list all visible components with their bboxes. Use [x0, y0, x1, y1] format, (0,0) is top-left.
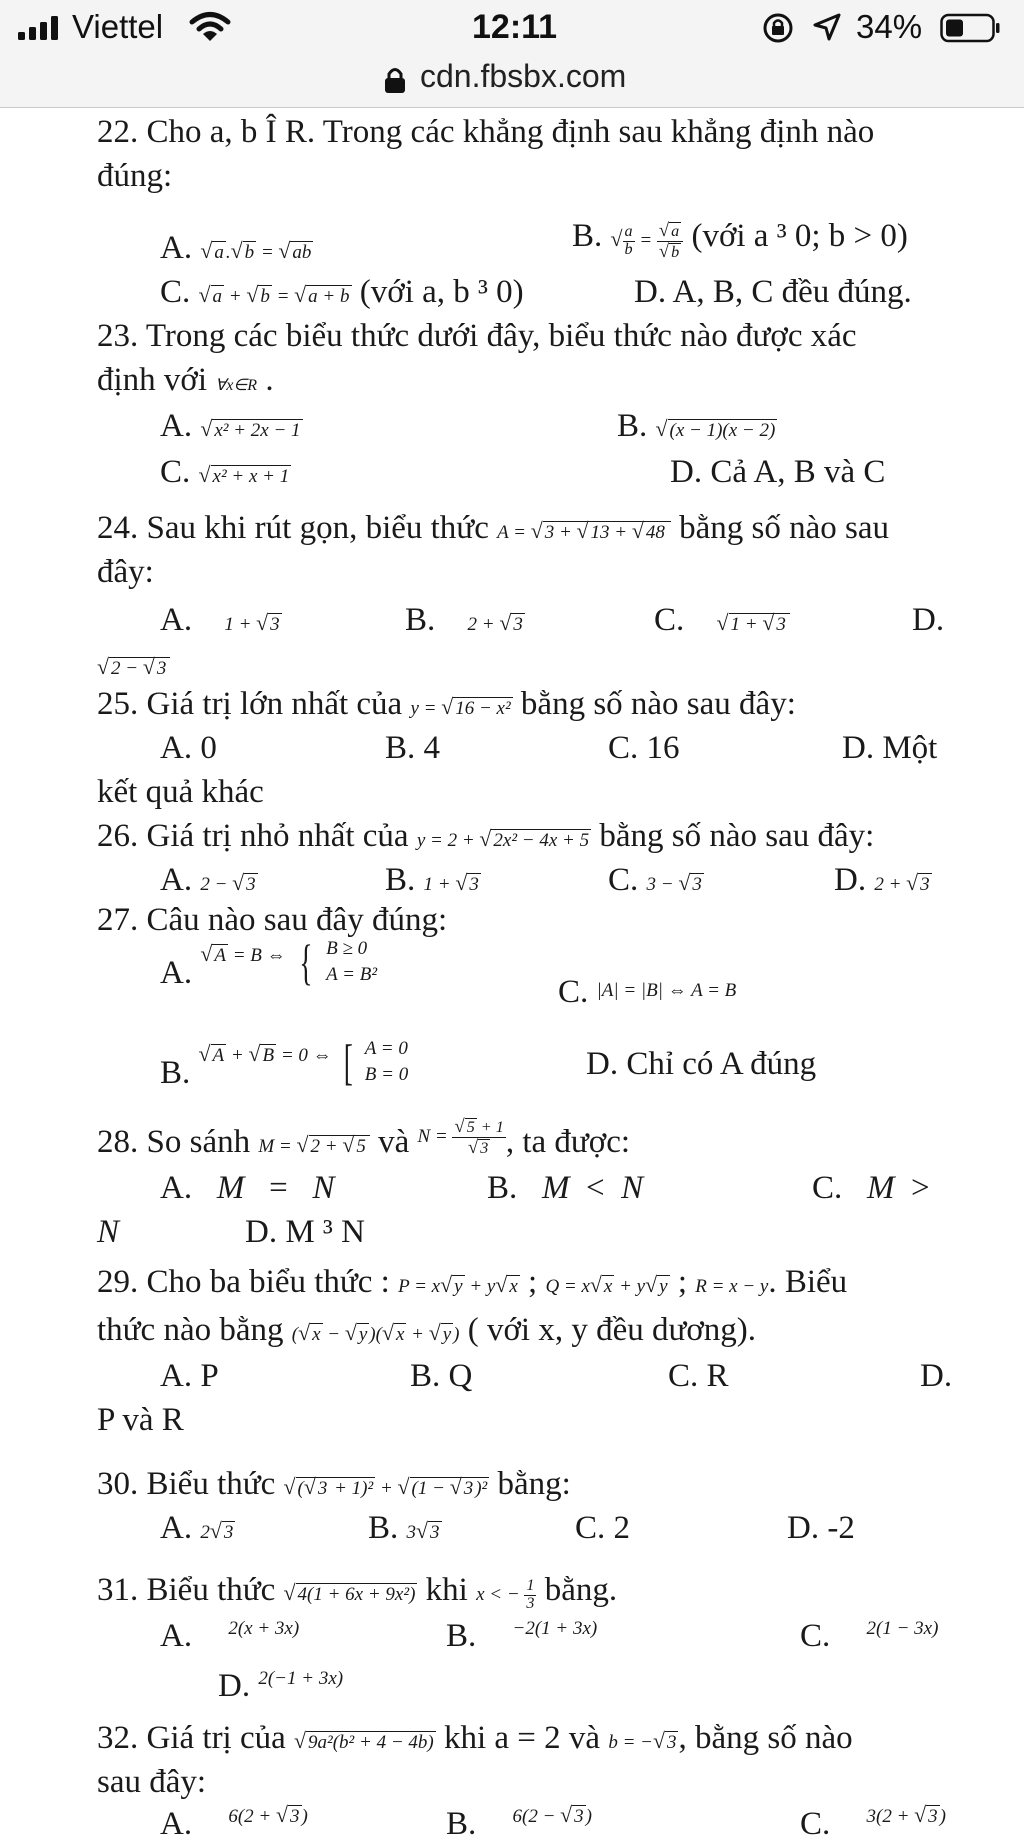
q22-option-d: D. A, B, C đều đúng.: [634, 274, 912, 310]
q24-stem-line2: đây:: [97, 554, 154, 590]
q31-option-c: C. $^{2(1 - 3x)}$: [800, 1618, 939, 1654]
q30-option-c: C. 2: [575, 1510, 631, 1546]
q27-option-c: C. |A| = |B| ⇔ A = B: [558, 974, 737, 1010]
q32-stem: 32. Giá trị của √ 9a²(b² + 4 − 4b) khi a = 2 và b = −√ 3, bằng số nào: [97, 1720, 853, 1756]
q31-option-a: A. $^{2(x + 3x)}$: [160, 1618, 300, 1654]
q24-option-c: C. √ 1 + √ 3: [654, 604, 790, 637]
q25-option-b: B. 4: [385, 730, 441, 766]
q30-option-a: A. 2√ 3: [160, 1510, 234, 1546]
q22-option-a: A. √ a .√ b = √ ab: [160, 230, 312, 266]
q25-option-a: A. 0: [160, 730, 217, 766]
q30-option-d: D. -2: [787, 1510, 855, 1546]
q26-stem: 26. Giá trị nhỏ nhất của y = 2 + √ 2x² − 4x + 5 bằng số nào sau đây:: [97, 818, 875, 854]
exam-document: [0, 108, 1024, 1842]
q23-option-d: D. Cả A, B và C: [670, 454, 886, 490]
q26-option-b: B. 1 + √ 3: [385, 862, 479, 898]
q29-stem-line2: thức nào bằng (√ x − √ y )(√ x + √ y ) ( với x, y đều dương).: [97, 1312, 757, 1348]
q32-option-b: B. $^{6(2 - √ 3 )}$: [446, 1803, 592, 1842]
q24-option-b: B. 2 + √ 3: [405, 602, 523, 638]
q23-option-c: C. √ x² + x + 1: [160, 454, 290, 490]
q25-option-d: D. Một: [842, 730, 938, 766]
url-domain[interactable]: cdn.fbsbx.com: [420, 58, 627, 94]
q28-option-b: B. M < N: [487, 1170, 644, 1206]
q29-option-d: D.: [920, 1358, 953, 1394]
battery-percentage: 34%: [856, 8, 923, 45]
q24-option-a: A. 1 + √ 3: [160, 602, 280, 638]
q29-option-a: A. P: [160, 1358, 219, 1394]
q23-stem-line2: định với ∀x∈R .: [97, 362, 274, 398]
q28-option-c-cont: N: [97, 1214, 120, 1250]
q26-option-c: C. 3 − √ 3: [608, 862, 702, 898]
q29-option-d-cont: P và R: [97, 1402, 184, 1438]
q31-stem: 31. Biểu thức √ 4(1 + 6x + 9x²) khi x < − $\frac{1}{3}$ bằng.: [97, 1572, 618, 1613]
location-arrow-icon: [812, 12, 842, 42]
status-bar: [0, 0, 1024, 56]
q22-option-c: C. √ a + √ b = √ a + b (với a, b ³ 0): [160, 274, 524, 310]
address-bar[interactable]: [0, 56, 1024, 108]
q22-stem: 22. Cho a, b Î R. Trong các khẳng định sau khẳng định nào: [97, 114, 875, 150]
lock-icon: [384, 66, 406, 94]
q26-option-d: D. 2 + √ 3: [834, 862, 930, 898]
signal-strength-icon: [18, 16, 62, 40]
q23-stem: 23. Trong các biểu thức dưới đây, biểu thức nào được xác: [97, 318, 857, 354]
q23-option-b: B. √ (x − 1)(x − 2): [617, 408, 776, 444]
q22-option-b: B. √ $\frac{a}{b}$ = $\frac{√ a}{√ b}$ (với a ³ 0; b > 0): [572, 218, 908, 263]
q25-option-c: C. 16: [608, 730, 680, 766]
q29-stem: 29. Cho ba biểu thức : P = x√ y + y√ x ; Q = x√ x + y√ y ; R = x − y. Biểu: [97, 1264, 848, 1300]
q30-stem: 30. Biểu thức √ (√ 3 + 1)² + √ (1 − √ 3 )² bằng:: [97, 1466, 571, 1502]
q22-stem-line2: đúng:: [97, 158, 173, 194]
q25-stem: 25. Giá trị lớn nhất của y = √ 16 − x² bằng số nào sau đây:: [97, 686, 796, 722]
q27-option-a: A. $^{√ A = B \Leftrightarrow}$ { B ≥ 0 A = B²: [160, 933, 378, 992]
q28-option-c: C. M >: [812, 1170, 930, 1206]
carrier-name: Viettel: [72, 8, 164, 45]
orientation-lock-icon: [762, 12, 794, 44]
q32-stem-line2: sau đây:: [97, 1764, 207, 1800]
q28-stem: 28. So sánh M = √ 2 + √ 5 và $^{N = \frac{√ 5 + 1}{√ 3}}$ , ta được:: [97, 1116, 631, 1160]
q31-option-b: B. $^{-2(1 + 3x)}$: [446, 1618, 598, 1654]
q32-option-c: C. $^{3(2 + √ 3 )}$: [800, 1803, 946, 1842]
q31-option-d: D. $^{2(-1 + 3x)}$: [218, 1668, 344, 1704]
q28-option-d: D. M ³ N: [245, 1214, 365, 1250]
q24-stem: 24. Sau khi rút gọn, biểu thức A = √ 3 + √ 13 + √ 48 bằng số nào sau: [97, 510, 889, 546]
q29-option-c: C. R: [668, 1358, 729, 1394]
battery-icon: [940, 12, 1000, 44]
q27-stem: 27. Câu nào sau đây đúng:: [97, 902, 448, 938]
q28-option-a: A. M = N: [160, 1170, 335, 1206]
q30-option-b: B. 3√ 3: [368, 1510, 440, 1546]
q27-option-d: D. Chỉ có A đúng: [586, 1046, 817, 1082]
q24-option-d-value: √ 2 − √ 3: [97, 648, 170, 681]
q29-option-b: B. Q: [410, 1358, 473, 1394]
q25-option-d-cont: kết quả khác: [97, 774, 264, 810]
q23-option-a: A. √ x² + 2x − 1: [160, 408, 301, 444]
q32-option-a: A. $^{6(2 + √ 3 )}$: [160, 1803, 308, 1842]
q24-option-d: D.: [912, 602, 945, 638]
status-time: 12:11: [472, 8, 558, 46]
wifi-icon: [190, 11, 230, 43]
q26-option-a: A. 2 − √ 3: [160, 862, 256, 898]
q27-option-b: B. $^{√ A + √ B = 0 \Leftrightarrow}$ [ A = 0 B = 0: [160, 1033, 409, 1092]
